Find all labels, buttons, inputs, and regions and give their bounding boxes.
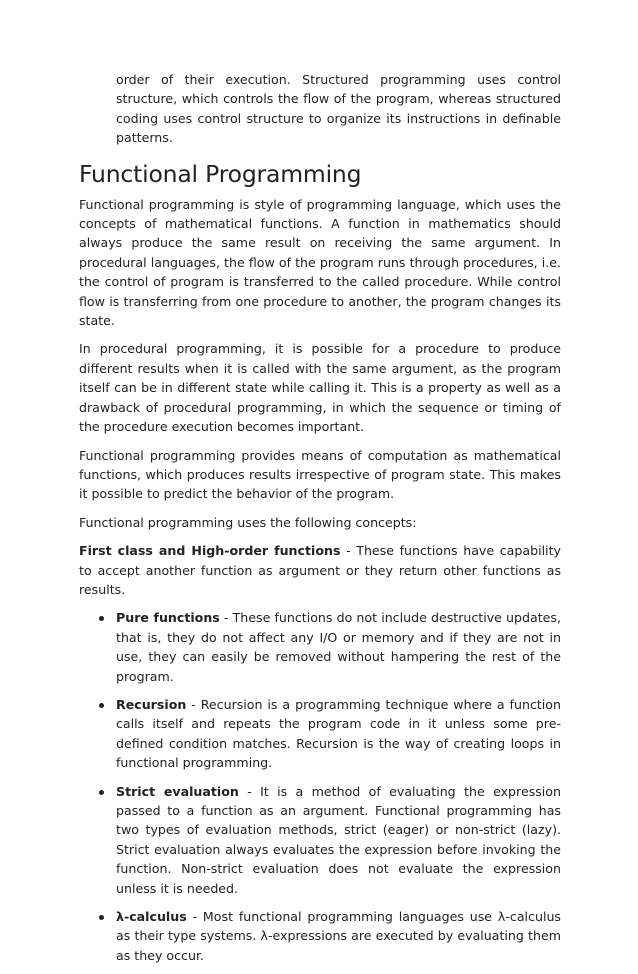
paragraph-4: Functional programming uses the following concepts: (79, 514, 417, 530)
list-item-term: Pure functions (116, 610, 220, 626)
concepts-list (79, 608, 561, 965)
list-item-term: Strict evaluation (116, 783, 239, 799)
list-item-term: λ-calculus (116, 909, 187, 925)
list-item-text: - Most functional programming languages use λ-calculus as their type systems. λ-expressions are executed by evaluating them as they occur. (116, 909, 561, 963)
paragraph-2: In procedural programming, it is possible for a procedure to produce different results when it is called with the same argument, as the program itself can be in different state while calling it. This is a property as well as a drawback of procedural programming, in which the sequence or timing of the procedure execution becomes important. (79, 341, 561, 435)
bullet-icon (99, 915, 104, 920)
paragraph-3: Functional programming provides means of computation as mathematical functions, which produces results irrespective of program state. This makes it possible to predict the behavior of the program. (79, 447, 561, 502)
list-item-term: Recursion (116, 696, 187, 712)
list-item-pure-functions (79, 608, 561, 686)
list-item-text: - These functions do not include destructive updates, that is, they do not affect any I/O or memory and if they are not in use, they can easily be removed without hampering the rest of the program. (116, 610, 561, 684)
paragraph-1: Functional programming is style of programming language, which uses the concepts of mathematical functions. A function in mathematics should always produce the same result on receiving the same argument. In procedural languages, the flow of the program runs through procedures, i.e. the control of program is transferred to the called procedure. While control flow is transferring from one procedure to another, the program changes its state. (79, 196, 561, 329)
bullet-icon (99, 616, 104, 621)
list-item-text: - Recursion is a programming technique where a function calls itself and repeats the program code in it unless some pre-defined condition matches. Recursion is the way of creating loops in functional programming. (116, 696, 561, 771)
list-item-strict-evaluation (79, 782, 561, 898)
list-item-recursion (79, 695, 561, 773)
first-class-paragraph (79, 541, 561, 599)
bullet-icon (99, 790, 104, 795)
page-content (79, 70, 561, 974)
first-class-text: - These functions have capability to accept another function as argument or they return other functions as results. (79, 543, 561, 597)
section-heading: Functional Programming (79, 159, 362, 188)
first-class-term: First class and High-order functions (79, 543, 341, 559)
intro-paragraph: order of their execution. Structured programming uses control structure, which controls the flow of the program, whereas structured coding uses control structure to organize its instructions in definable patterns. (116, 72, 561, 146)
list-item-lambda-calculus (79, 907, 561, 965)
bullet-icon (99, 703, 104, 708)
list-item-text: - It is a method of evaluating the expression passed to a function as an argument. Functional programming has two types of evaluation methods, strict (eager) or non-strict (lazy). Strict evaluation always evaluates the expression before invoking the function. Non-strict evaluation does not evaluate the expression unless it is needed. (116, 783, 561, 896)
